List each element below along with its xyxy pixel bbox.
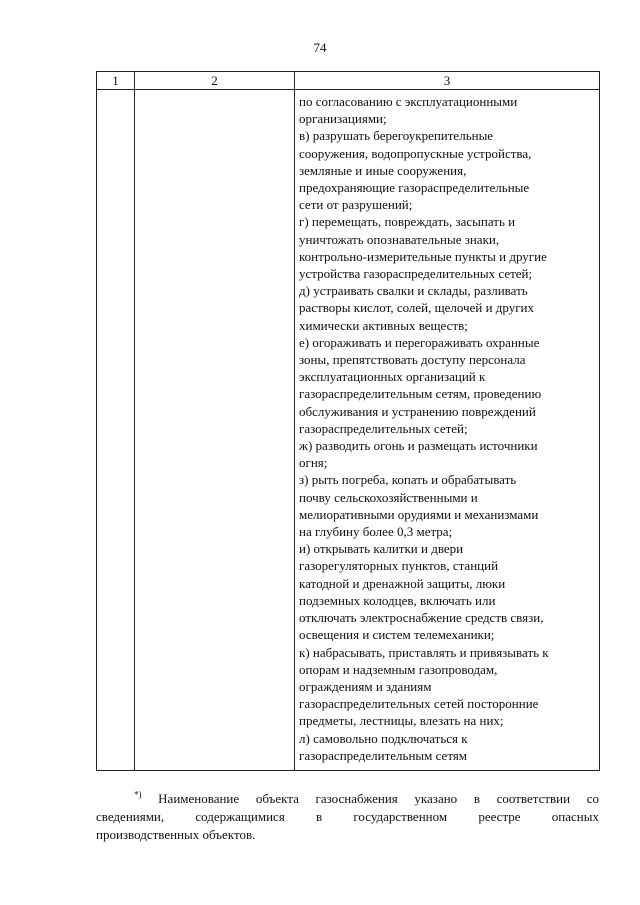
content-line: опорам и надземным газопроводам, — [299, 661, 498, 677]
main-table — [96, 71, 600, 771]
content-line: в) разрушать берегоукрепительные — [299, 128, 494, 144]
content-line: эксплуатационных организаций к — [299, 369, 486, 385]
content-line: газораспределительных сетей; — [299, 420, 468, 436]
content-line: е) огораживать и перегораживать охранные — [299, 334, 540, 350]
content-line: обслуживания и устранению повреждений — [299, 403, 536, 419]
content-line: мелиоративными орудиями и механизмами — [299, 506, 539, 522]
footnote-line-1 — [96, 790, 599, 808]
table-cell-col1 — [97, 90, 135, 771]
content-line: предметы, лестницы, влезать на них; — [299, 713, 504, 729]
content-line: сети от разрушений; — [299, 197, 413, 213]
content-line: зоны, препятствовать доступу персонала — [299, 352, 526, 368]
content-line: катодной и дренажной защиты, люки — [299, 575, 506, 591]
column-header-1: 1 — [97, 72, 135, 90]
column-header-3: 3 — [295, 72, 600, 90]
content-line: з) рыть погреба, копать и обрабатывать — [299, 472, 517, 488]
content-line: газораспределительным сетям — [299, 747, 468, 763]
content-line: освещения и систем телемеханики; — [299, 627, 495, 643]
table-row — [97, 90, 600, 771]
content-line: химически активных веществ; — [299, 317, 468, 333]
footnote-line-2: сведениями, содержащимися в государственном реестре опасных — [96, 809, 599, 824]
table-cell-col2 — [135, 90, 295, 771]
page-number: 74 — [313, 40, 327, 55]
content-line: ж) разводить огонь и размещать источники — [299, 438, 538, 454]
content-line: газорегуляторных пунктов, станций — [299, 558, 499, 574]
content-line: газораспределительных сетей посторонние — [299, 696, 539, 712]
content-line: г) перемещать, повреждать, засыпать и — [299, 214, 516, 230]
content-line: подземных колодцев, включать или — [299, 592, 496, 608]
content-line: и) открывать калитки и двери — [299, 541, 464, 557]
content-line: растворы кислот, солей, щелочей и других — [299, 300, 535, 316]
content-line: на глубину более 0,3 метра; — [299, 524, 453, 540]
footnote-marker: *) — [134, 789, 142, 800]
content-line: ограждениям и зданиям — [299, 678, 432, 694]
content-line: контрольно-измерительные пункты и другие — [299, 248, 547, 264]
content-line: л) самовольно подключаться к — [299, 730, 468, 746]
content-line: д) устраивать свалки и склады, разливать — [299, 283, 528, 299]
table-header-row — [97, 72, 600, 90]
content-line: устройства газораспределительных сетей; — [299, 266, 533, 282]
content-line: почву сельскохозяйственными и — [299, 489, 478, 505]
content-line: огня; — [299, 455, 328, 471]
footnote — [96, 790, 599, 844]
content-line: предохраняющие газораспределительные — [299, 180, 530, 196]
table-cell-col3 — [295, 90, 600, 771]
content-line: по согласованию с эксплуатационными — [299, 94, 518, 109]
content-line: к) набрасывать, приставлять и привязывать к — [299, 644, 549, 660]
content-line: организациями; — [299, 111, 387, 127]
content-line: сооружения, водопропускные устройства, — [299, 145, 532, 161]
footnote-line-3: производственных объектов. — [96, 827, 256, 842]
column-header-2: 2 — [135, 72, 295, 90]
footnote-text-1: Наименование объекта газоснабжения указано в соответствии со — [158, 791, 600, 806]
content-line: отключать электроснабжение средств связи, — [299, 610, 544, 626]
content-line: уничтожать опознавательные знаки, — [299, 231, 500, 247]
prohibitions-list — [299, 93, 595, 764]
content-line: газораспределительным сетям, проведению — [299, 386, 542, 402]
content-line: земляные и иные сооружения, — [299, 162, 467, 178]
